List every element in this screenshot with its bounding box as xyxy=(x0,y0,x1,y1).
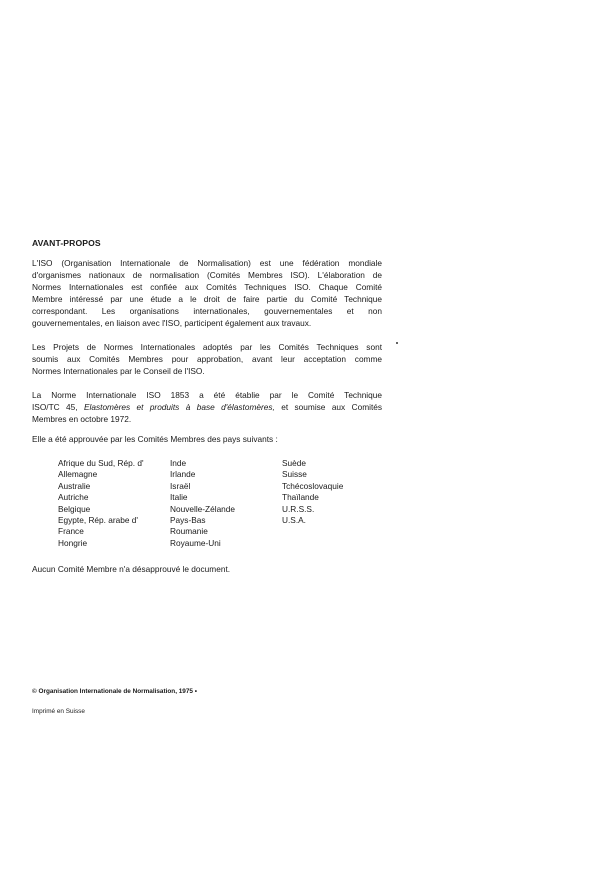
country-item: U.S.A. xyxy=(282,515,306,526)
paragraph-approval: Elle a été approuvée par les Comités Membres des pays suivants : xyxy=(32,434,278,444)
country-item: Nouvelle-Zélande xyxy=(170,503,236,514)
committee-title: Elastomères et produits à base d'élastomères, xyxy=(84,402,275,413)
copyright-notice: © Organisation Internationale de Normalisation, 1975 • xyxy=(32,688,197,695)
country-item: Allemagne xyxy=(58,469,98,480)
paragraph-iso-intro xyxy=(32,257,382,330)
country-list-column-1 xyxy=(58,458,144,549)
paragraph-draft-standards xyxy=(32,341,382,377)
paragraph-line: soumis aux Comités Membres pour approbation, avant leur acceptation comme xyxy=(32,354,382,365)
committee-ref: ISO/TC 45, xyxy=(32,402,78,413)
paragraph-line: La Norme Internationale ISO 1853 a été établie par le Comité Technique xyxy=(32,390,382,400)
country-item: Autriche xyxy=(58,492,89,503)
paragraph-line: gouvernementales, en liaison avec l'ISO, participent également aux travaux. xyxy=(32,318,312,329)
country-item: Irlande xyxy=(170,469,196,480)
paragraph-no-disapproval: Aucun Comité Membre n'a désapprouvé le document. xyxy=(32,564,231,574)
country-item: France xyxy=(58,526,84,537)
country-item: Belgique xyxy=(58,503,91,514)
paragraph-iso-1853 xyxy=(32,389,382,425)
country-item: Inde xyxy=(170,458,187,468)
paragraph-line: Membres en octobre 1972. xyxy=(32,414,132,425)
paragraph-line: Les Projets de Normes Internationales adoptés par les Comités Techniques sont xyxy=(32,342,382,352)
country-item: Royaume-Uni xyxy=(170,537,221,548)
country-item: Australie xyxy=(58,480,91,491)
country-item: Hongrie xyxy=(58,537,88,548)
country-item: Egypte, Rép. arabe d' xyxy=(58,515,138,526)
country-item: Suède xyxy=(282,458,306,468)
stray-mark xyxy=(396,342,398,344)
paragraph-line: Membre intéressé par une étude a le droit de faire partie du Comité Technique xyxy=(32,294,382,305)
country-list-column-2 xyxy=(170,458,235,549)
country-item: Afrique du Sud, Rép. d' xyxy=(58,458,144,468)
country-item: Thaïlande xyxy=(282,492,319,503)
country-item: Tchécoslovaquie xyxy=(282,480,344,491)
paragraph-line: Normes Internationales par le Conseil de l'ISO. xyxy=(32,366,205,377)
imprint-notice: Imprimé en Suisse xyxy=(32,708,85,715)
paragraph-line: Normes Internationales est confiée aux Comités Techniques ISO. Chaque Comité xyxy=(32,282,382,293)
country-item: Suisse xyxy=(282,469,307,480)
country-list-column-3 xyxy=(282,458,343,526)
committee-suffix: et soumise aux Comités xyxy=(281,402,382,413)
paragraph-line: L'ISO (Organisation Internationale de Normalisation) est une fédération mondiale xyxy=(32,258,382,268)
paragraph-line: correspondant. Les organisations internationales, gouvernementales et non xyxy=(32,306,382,317)
country-item: Israël xyxy=(170,480,191,491)
country-item: Roumanie xyxy=(170,526,208,537)
paragraph-line xyxy=(32,401,382,413)
country-item: U.R.S.S. xyxy=(282,503,315,514)
country-item: Italie xyxy=(170,492,188,503)
paragraph-line: d'organismes nationaux de normalisation (Comités Membres ISO). L'élaboration de xyxy=(32,270,382,281)
country-item: Pays-Bas xyxy=(170,515,206,526)
section-heading: AVANT-PROPOS xyxy=(32,238,101,248)
